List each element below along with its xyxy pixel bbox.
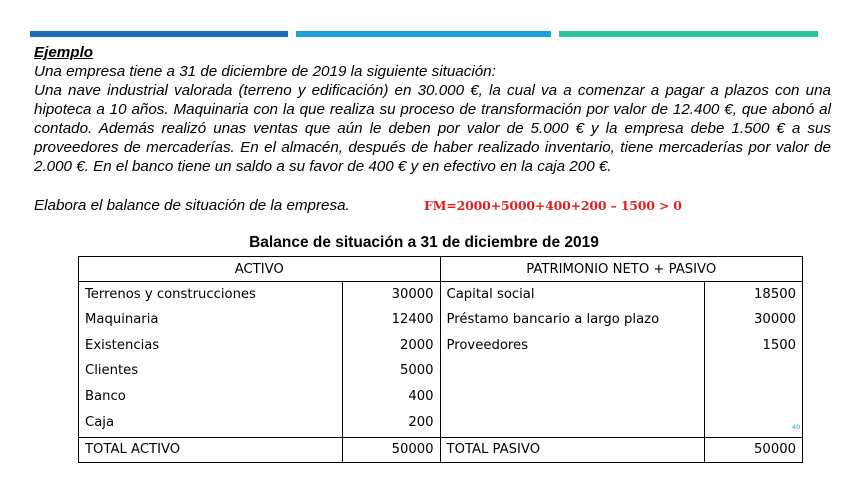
- example-intro: Una empresa tiene a 31 de diciembre de 2019 la siguiente situación:: [34, 63, 496, 80]
- total-row: [79, 437, 803, 463]
- pasivo-value: [705, 409, 803, 437]
- table-title: Balance de situación a 31 de diciembre de 2019: [249, 234, 599, 251]
- activo-label: Caja: [79, 409, 343, 437]
- table-row: [79, 384, 803, 410]
- activo-label: Banco: [79, 384, 343, 410]
- table-header-row: [79, 257, 803, 282]
- example-text: [34, 43, 834, 176]
- activo-value: 2000: [342, 333, 440, 359]
- pasivo-label: Préstamo bancario a largo plazo: [440, 307, 705, 333]
- pasivo-label: [440, 409, 705, 437]
- header-bar-green: [559, 31, 818, 37]
- table-row: [79, 358, 803, 384]
- activo-value: 5000: [342, 358, 440, 384]
- activo-label: Maquinaria: [79, 307, 343, 333]
- pasivo-label: [440, 358, 705, 384]
- pasivo-value: [705, 384, 803, 410]
- working-capital-formula: FM=2000+5000+400+200 – 1500 > 0: [424, 198, 682, 213]
- total-activo-label: TOTAL ACTIVO: [79, 437, 343, 463]
- activo-value: 400: [342, 384, 440, 410]
- activo-value: 12400: [342, 307, 440, 333]
- pasivo-label: Proveedores: [440, 333, 705, 359]
- balance-sheet-table: [78, 256, 803, 463]
- task-instruction: Elabora el balance de situación de la empresa.: [34, 197, 350, 214]
- header-patrimonio-pasivo: PATRIMONIO NETO + PASIVO: [440, 257, 802, 282]
- table-row: [79, 409, 803, 437]
- table-row: [79, 333, 803, 359]
- pasivo-value: 1500: [705, 333, 803, 359]
- header-bar-blue: [30, 31, 288, 37]
- activo-label: Clientes: [79, 358, 343, 384]
- total-pasivo-label: TOTAL PASIVO: [440, 437, 705, 463]
- table-row: [79, 282, 803, 308]
- pasivo-label: [440, 384, 705, 410]
- pasivo-value: 18500: [705, 282, 803, 308]
- activo-value: 200: [342, 409, 440, 437]
- pasivo-value: [705, 358, 803, 384]
- activo-value: 30000: [342, 282, 440, 308]
- activo-label: Existencias: [79, 333, 343, 359]
- example-body: Una nave industrial valorada (terreno y edificación) en 30.000 €, la cual va a comenzar a pagar a plazos con una hipoteca a 10 años. Maquinaria con la que realiza su proceso de transformación por valor de 12.400 €, que abonó al contado. Además realizó unas ventas que aún le deben por valor de 5.000 € y la empresa debe 1.500 € a sus proveedores de mercaderías. En el almacén, después de haber realizado inventario, tiene mercaderías por valor de 2.000 €. En el banco tiene un saldo a su favor de 400 € y en efectivo en la caja 200 €.: [34, 82, 831, 175]
- activo-label: Terrenos y construcciones: [79, 282, 343, 308]
- pasivo-value: 30000: [705, 307, 803, 333]
- table-row: [79, 307, 803, 333]
- total-activo-value: 50000: [342, 437, 440, 463]
- header-bar-cyan: [296, 31, 551, 37]
- header-activo: ACTIVO: [79, 257, 441, 282]
- total-pasivo-value: 50000: [705, 437, 803, 463]
- pasivo-label: Capital social: [440, 282, 705, 308]
- page-number: 40: [792, 423, 801, 431]
- example-heading: Ejemplo: [34, 44, 94, 61]
